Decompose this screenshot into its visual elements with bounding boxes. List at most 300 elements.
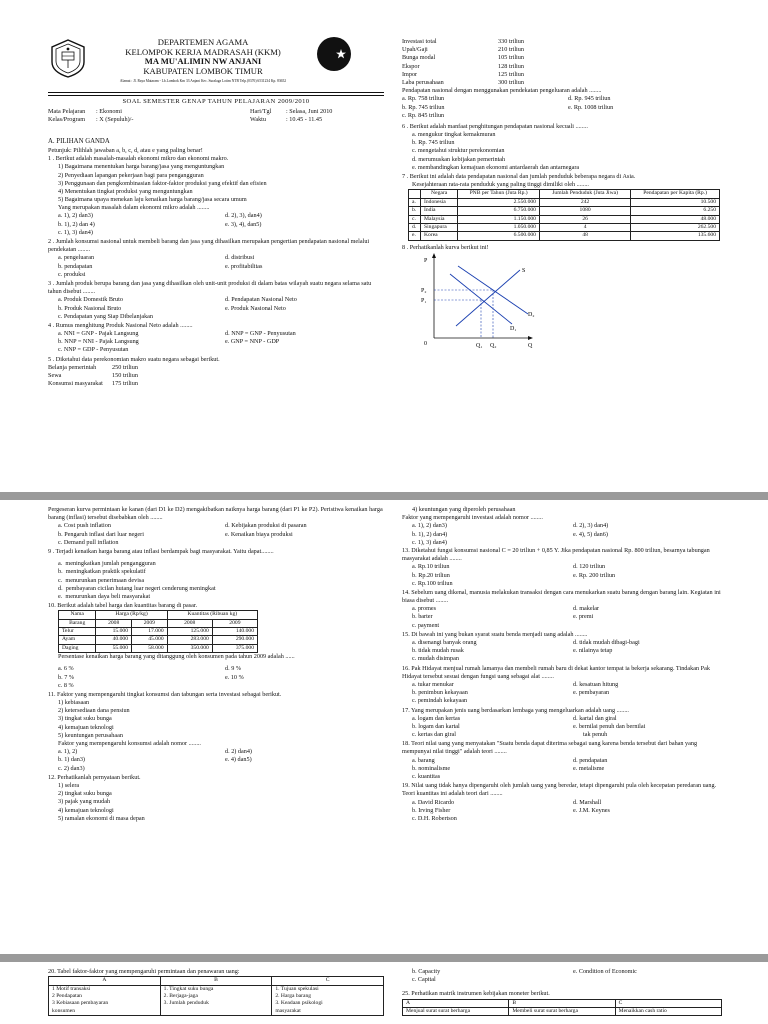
list-item: 4) kemajuan teknologi — [58, 806, 114, 814]
option-d: d. NNP = GNP - Penyusutan — [225, 330, 296, 338]
option-d: d. Kebijakan produksi di pasaran — [225, 522, 307, 530]
exam-info — [48, 108, 384, 124]
option-e: e. Kenaikan biaya produksi — [225, 530, 293, 538]
question-text: 4 . Rumus menghitung Produk Nasional Neto adalah ........ — [48, 321, 193, 329]
option-b: b. 7 % — [58, 673, 74, 681]
table-cell: 17.000 — [132, 628, 168, 636]
option-d: d. kartal dan giral — [573, 714, 617, 722]
option-d: d. 120 triliun — [573, 563, 606, 571]
table-header: Negara — [421, 190, 458, 198]
list-item: 2) ketersediaan dana pensiun — [58, 707, 130, 715]
question-text: 2 . Jumlah konsumsi nasional untuk membeli barang dan jasa yang dihasilkan merupakan pengertian pendapatan nasional melalui pendekatan ........ — [48, 238, 370, 254]
option-a: a. 1), 2) — [58, 748, 78, 756]
question-stem: Persentase kenaikan harga barang yang ditanggung oleh konsumen pada tahun 2009 adalah ...... — [58, 653, 295, 661]
page3-right-column — [402, 968, 726, 1016]
list-item: 5) Bagaimana upaya menekan laju kenaikan harga barang/jasa secara umum — [58, 196, 247, 204]
time-value: : 10.45 - 11.45 — [286, 116, 323, 124]
option-e: e. profitabilitas — [225, 262, 263, 270]
page2-left-column — [48, 506, 384, 824]
list-item: a. meningkatkan jumlah pengangguran — [58, 560, 156, 568]
data-label: Ekspor — [402, 62, 420, 70]
data-value: 105 triliun — [498, 54, 524, 62]
option-b: b. pendapatan — [58, 262, 93, 270]
school-address: Alamat : Jl. Raya Mataram - Lb.Lombok Km 33 Anjani Kec. Suralaga Lotim NTB Telp.(0376) 6531234 Kp. 83652 — [119, 78, 287, 83]
table-header: B — [160, 977, 272, 985]
question-5 — [48, 356, 384, 389]
option-c: c. produksi — [58, 270, 86, 278]
option-a: a. Rp.10 triliun — [412, 563, 450, 571]
option-b: b. barter — [412, 613, 433, 621]
header-rule — [48, 92, 384, 93]
option-e: e. 3), 4), dan5) — [225, 220, 262, 228]
table-cell: b. — [409, 207, 421, 215]
option-e: e. 10 % — [225, 673, 244, 681]
option-c: c. Capital — [412, 976, 436, 984]
table-cell: 135.600 — [631, 232, 720, 240]
option-d: d. makelar — [573, 605, 600, 613]
table-header: 2009 — [132, 619, 168, 627]
question-stem: Faktor yang mempengaruhi konsumsi adalah nomor ........ — [58, 740, 201, 747]
list-item: 1) selera — [58, 781, 80, 789]
option-d: d. Rp. 945 triliun — [568, 95, 611, 103]
question-text: 19. Nilai uang tidak hanya dipengaruhi oleh jumlah uang yang beredar, tetapi dipengaruhi pula oleh kecepatan peredaran uang. Teori kuantitas ini adalah teori dari ........ — [402, 782, 717, 798]
school-header — [92, 38, 314, 83]
money-factor-table — [48, 976, 384, 1016]
question-text: 5 . Diketahui data perekonomian makro suatu negara sebagai berikut. — [48, 355, 220, 363]
page-gap — [0, 492, 768, 500]
question-8 — [402, 244, 726, 355]
question-14 — [402, 589, 726, 630]
option-a: a. Cost push inflation — [58, 522, 111, 530]
list-item: 5) ramalan ekonomi di masa depan — [58, 814, 145, 822]
data-label: Bunga modal — [402, 54, 436, 62]
option-e: e. Condition of Economic — [573, 968, 637, 975]
table-cell: 1.150.000 — [458, 215, 540, 223]
question-16 — [402, 665, 726, 706]
question-10 — [48, 602, 384, 690]
label-p1: P₁ — [421, 297, 427, 304]
data-value: 150 triliun — [112, 372, 138, 380]
exam-title: SOAL SEMESTER GENAP TAHUN PELAJARAN 2009/2010 — [122, 98, 310, 105]
option-a: a. pengeluaran — [58, 254, 95, 262]
question-text: Pergeseran kurva permintaan ke kanan (dari D1 ke D2) mengakibatkan naiknya harga barang (dari P1 ke P2). Peristiwa kenaikan harga barang (inflasi) tersebut disebabkan oleh ........ — [48, 506, 383, 522]
list-item: 1) kebiasaan — [58, 699, 90, 707]
table-cell: Menaikkan cash ratio — [615, 1007, 721, 1015]
option-c: c. NNP = GDP - Penyusutan — [58, 346, 129, 354]
day-label: Hari/Tgl — [250, 108, 272, 115]
data-label: Belanja pemerintah — [48, 363, 97, 371]
table-header: B — [509, 999, 615, 1007]
option-e: e. bernilai penuh dan bernilai — [573, 722, 646, 730]
table-header: Barang — [59, 619, 96, 627]
option-c: c. Rp. 845 triliun — [402, 111, 445, 119]
option-c: c. 1), 3) dan4) — [412, 538, 447, 546]
question-8-continued — [48, 506, 384, 547]
option-d: d. 9 % — [225, 665, 241, 673]
list-item: d. pembayaran cicilan hutang luar negeri cenderung meningkat — [58, 584, 216, 592]
org-line-2: KELOMPOK KERJA MADRASAH (KKM) — [125, 46, 281, 57]
label-q: Q — [528, 342, 533, 349]
table-cell: India — [421, 207, 458, 215]
option-c: c. Demand pull inflation — [58, 538, 119, 546]
option-b: b. 1), 2) dan 4) — [58, 220, 95, 228]
option-e: e. premi — [573, 613, 594, 621]
option-b: b. Irving Fisher — [412, 806, 451, 814]
option-c: c. pemindah kekayaan — [412, 697, 468, 705]
table-header: C — [272, 977, 384, 985]
table-cell: 2.550.000 — [458, 198, 540, 206]
option-c: c. kertas dan giral — [412, 731, 456, 739]
table-row — [409, 215, 720, 223]
table-cell: 48.000 — [631, 215, 720, 223]
option-b: b. logam dan kartal — [412, 722, 460, 730]
option-a: a. 1), 2) dan3) — [58, 212, 93, 220]
table-cell: 10.500 — [631, 198, 720, 206]
list-item: 2) tingkat suku bunga — [58, 790, 112, 798]
table-cell: Daging — [59, 644, 96, 652]
question-2 — [48, 238, 384, 279]
option-d: d. tidak mudah dibagi-bagi — [573, 639, 640, 646]
option-c: c. 2) dan3) — [58, 764, 85, 772]
question-11 — [48, 691, 384, 773]
monetary-policy-table — [402, 999, 722, 1017]
option-a: a. Rp. 758 triliun — [402, 95, 445, 103]
table-cell: 1. Tujuan spekulasi 2. Harga barang 3. Keadaan psikologi masyarakat — [272, 985, 384, 1016]
list-item: c. menurunkan penerimaan devisa — [58, 576, 145, 584]
table-cell: 6.750.000 — [458, 207, 540, 215]
table-cell: Ayam — [59, 636, 96, 644]
option-a: a. disenangi banyak orang — [412, 639, 477, 646]
list-item: 4) keuntungan yang diperoleh perusahaan — [412, 506, 516, 513]
option-a: a. promes — [412, 605, 437, 613]
gdp-table — [408, 189, 720, 240]
option-a: a. tukar menukar — [412, 680, 454, 688]
page2-right-column — [402, 506, 726, 824]
time-label: Waktu — [250, 116, 266, 124]
option-a: a. Produk Domestik Bruto — [58, 296, 123, 304]
option-a: a. 1), 2) dan3) — [412, 522, 447, 530]
table-header: A — [403, 999, 509, 1007]
question-19 — [402, 782, 726, 823]
demand-shift-graph — [410, 252, 560, 352]
option-e: e. pembayaran — [573, 689, 610, 697]
option-c: c. Rp.100 triliun — [412, 579, 453, 587]
table-header: Nama — [59, 611, 96, 619]
table-cell: 26 — [539, 215, 630, 223]
table-row — [409, 223, 720, 231]
question-text: 13. Diketahui fungsi konsumsi nasional C = 20 triliun + 0,85 Y. Jika pendapatan nasional Rp. 800 triliun, besarnya tabungan masyarakat adalah ........ — [402, 546, 710, 563]
question-text: 8 . Perhatikanlah kurva berikut ini! — [402, 243, 489, 251]
option-a: a. NNI = GNP - Pajak Langsung — [58, 330, 139, 338]
org-line-3: MA MU'ALIMIN NW ANJANI — [144, 56, 262, 67]
table-cell: 4 — [539, 223, 630, 231]
page-2 — [0, 500, 768, 954]
list-item: 1) Bagaimana menentukan harga barang/jasa yang menguntungkan — [58, 163, 225, 171]
option-e: e. GNP = NNP - GDP — [225, 338, 280, 346]
option-b: b. Pengaruh inflasi dari luar negeri — [58, 530, 144, 538]
table-cell: a. — [409, 198, 421, 206]
table-row — [403, 1007, 722, 1015]
class-label: Kelas/Program — [48, 116, 86, 124]
page3-left-column — [48, 968, 384, 1016]
table-cell: 140.000 — [212, 628, 257, 636]
option-b: b. nominalisme — [412, 764, 451, 772]
data-label: Laba perusahaan — [402, 78, 444, 86]
table-cell: 262.500 — [631, 223, 720, 231]
data-label: Impor — [402, 70, 418, 78]
table-row — [409, 207, 720, 215]
table-cell: 350.000 — [167, 644, 212, 652]
price-axis-arrow — [432, 253, 436, 258]
question-1 — [48, 155, 384, 237]
question-17 — [402, 707, 726, 740]
table-row — [409, 198, 720, 206]
data-label: Sewa — [48, 372, 62, 380]
question-text: 1 . Berikut adalah masalah-masalah ekonomi mikro dan ekonomi makro. — [48, 155, 229, 163]
option-c: c. 8 % — [58, 681, 74, 689]
question-stem: Yang merupakan masalah dalam ekonomi mikro adalah ........ — [58, 204, 210, 212]
option-d: d. 2), 3) dan4) — [573, 522, 609, 530]
option-b: b. 1), 2) dan4) — [412, 530, 448, 538]
section-a-title: A. PILIHAN GANDA — [48, 138, 110, 145]
option-e: e. metalisme — [573, 764, 605, 772]
table-header — [409, 190, 421, 198]
table-cell: Membeli surat surat berharga — [509, 1007, 615, 1015]
label-s: S — [522, 267, 526, 274]
question-12 — [48, 774, 384, 823]
option-e: e. J.M. Keynes — [573, 806, 610, 814]
data-value: 300 triliun — [498, 78, 524, 86]
page1-right-column — [402, 38, 726, 356]
table-cell: d. — [409, 223, 421, 231]
data-value: 175 triliun — [112, 380, 138, 388]
question-text: 3 . Jumlah produk berupa barang dan jasa yang dihasilkan oleh unit-unit produksi di dalam batas wilayah suatu negara selama satu tahun disebut ........ — [48, 279, 372, 296]
data-value: 128 triliun — [498, 62, 524, 70]
table-row — [409, 232, 720, 240]
question-stem: Faktor yang mempengaruhi investasi adalah nomor ........ — [402, 514, 543, 522]
table-header: 2008 — [96, 619, 132, 627]
table-cell: 55.000 — [96, 644, 132, 652]
table-cell: e. — [409, 232, 421, 240]
table-cell: 1. Tingkat suku bunga 2. Berjaga-jaga 3. Jumlah penduduk — [160, 985, 272, 1016]
table-header: Jumlah Penduduk (Juta Jiwa) — [539, 190, 630, 198]
table-row — [59, 644, 258, 652]
question-3 — [48, 280, 384, 321]
table-cell: Singapura — [421, 223, 458, 231]
table-cell: Korea — [421, 232, 458, 240]
price-table — [58, 610, 258, 653]
data-label: Investasi total — [402, 38, 437, 45]
question-4 — [48, 322, 384, 355]
question-stem: Pendapatan nasional dengan menggunakan pendekatan pengeluaran adalah ........ — [402, 87, 602, 95]
table-cell: Indonesia — [421, 198, 458, 206]
label-d1: D₁ — [510, 325, 517, 332]
quantity-axis-arrow — [528, 336, 533, 340]
org-line-4: KABUPATEN LOMBOK TIMUR — [143, 65, 263, 76]
option-e: e. 4), 5) dan6) — [573, 530, 608, 538]
table-cell: 40.000 — [96, 636, 132, 644]
data-value: 125 triliun — [498, 70, 524, 78]
question-18 — [402, 740, 726, 781]
table-header: Kuantitas (Ribuan kg) — [167, 611, 257, 619]
data-value: 330 triliun — [498, 38, 524, 45]
question-text: 17. Yang merupakan jenis uang berdasarkan lembaga yang mengeluarkan adalah uang ........ — [402, 706, 629, 714]
label-origin: 0 — [424, 340, 427, 347]
option-d: d. 2), 3), dan4) — [225, 212, 262, 220]
option-d: d. pendapatan — [573, 756, 608, 764]
data-value: 250 triliun — [112, 363, 138, 371]
option-a: a. David Ricardo — [412, 798, 455, 806]
question-text: 6 . Berikut adalah manfaat penghitungan pendapatan nasional kecuali ........ — [402, 122, 588, 130]
table-header: Pendapatan per Kapita (Rp.) — [631, 190, 720, 198]
option-e-continued: tak penuh — [583, 731, 608, 739]
option-b: b. penimbun kekayaan — [412, 689, 468, 697]
question-6 — [402, 123, 726, 172]
subject-value: : Ekonomi — [96, 108, 122, 115]
header-rule-thin — [48, 95, 384, 96]
list-item: 3) pajak yang mudah — [58, 798, 111, 806]
table-cell: 242 — [539, 198, 630, 206]
table-cell: 58.000 — [132, 644, 168, 652]
label-q1: Q₁ — [476, 342, 483, 349]
instructions: Petunjuk: Pilihlah jawaban a, b, c, d, atau e yang paling benar! — [48, 146, 203, 154]
option-d: d. Marshall — [573, 798, 602, 806]
class-value: : X (Sepuluh)/- — [96, 116, 134, 124]
table-cell: 1080 — [539, 207, 630, 215]
table-row — [59, 628, 258, 636]
option-d: d. kesatuan hitung — [573, 680, 619, 688]
kemenag-logo — [48, 38, 88, 78]
option-d: d. distribusi — [225, 254, 255, 262]
nw-logo — [316, 36, 352, 72]
page-3 — [0, 962, 768, 1024]
question-text: 14. Sebelum uang dikenal, manusia melakukan transaksi dengan cara menukarkan suatu barang dengan barang lain. Kegiatan ini biasa disebut ........ — [402, 588, 721, 605]
page-gap — [0, 954, 768, 962]
table-row — [49, 985, 384, 1016]
table-cell: 48 — [539, 232, 630, 240]
table-cell: 375.000 — [212, 644, 257, 652]
option-b: b. NNP = NNI - Pajak Langsung — [58, 338, 139, 346]
table-header: A — [49, 977, 161, 985]
table-row — [59, 636, 258, 644]
question-text: 20. Tabel faktor-faktor yang mempengaruhi permintaan dan penawaran uang: — [48, 968, 240, 975]
table-cell: 1 Motif transaksi 2 Pendapatan 3 Kebiasaan pembayaran konsumen — [49, 985, 161, 1016]
question-text: 15. Di bawah ini yang bukan syarat suatu benda menjadi uang adalah ........ — [402, 630, 588, 638]
question-text: 7 . Berikut ini adalah data pendapatan nasional dan jumlah penduduk beberapa negara di Asia. — [402, 173, 636, 180]
question-9 — [48, 548, 384, 601]
option-c: c. Pendapatan yang Siap Dibelanjakan — [58, 312, 154, 320]
option-e: e. Rp. 200 triliun — [573, 571, 616, 579]
table-cell: 125.000 — [167, 628, 212, 636]
table-header: PNB per Tahun (Juta Rp.) — [458, 190, 540, 198]
table-cell: 1.050.000 — [458, 223, 540, 231]
option-b: b. tidak mudah rusak — [412, 647, 464, 655]
list-item: 2) Penyediaan lapangan pekerjaan bagi para pengangguran — [58, 171, 204, 179]
question-text: 18. Teori nilai uang yang menyatakan "Suatu benda dapat diterima sebagai uang karena benda tersebut dari bahan yang mempunyai nilai tinggi" adalah teori ........ — [402, 740, 698, 756]
option-e: e. 4) dan5) — [225, 756, 252, 764]
table-cell: 45.000 — [132, 636, 168, 644]
list-item: e. menurunkan daya beli masyarakat — [58, 592, 151, 600]
table-cell: 15.000 — [96, 628, 132, 636]
table-header: 2008 — [167, 619, 212, 627]
option-c: c. 1), 3) dan4) — [58, 228, 93, 236]
label-q2: Q₂ — [490, 342, 497, 349]
table-cell: c. — [409, 215, 421, 223]
question-text: 25. Perhatikan matrik instrumen kebijakan moneter berikut. — [402, 990, 550, 998]
option-b: b. Rp. 745 triliun — [412, 139, 455, 147]
option-b: b. Produk Nasional Bruto — [58, 304, 122, 312]
option-c: c. D.H. Robertson — [412, 814, 457, 822]
day-value: : Selasa, Juni 2010 — [286, 108, 333, 115]
option-a: a. 6 % — [58, 665, 74, 673]
question-text: 12. Perhatikanlah pernyataan berikut. — [48, 773, 141, 781]
data-value: 210 triliun — [498, 46, 524, 54]
table-cell: 6.250 — [631, 207, 720, 215]
list-item: 3) Penggunaan dan pengkombinasian faktor-faktor produksi yang efektif dan efisien — [58, 179, 267, 187]
question-15 — [402, 631, 726, 664]
list-item: 4) kemajuan teknologi — [58, 723, 114, 731]
option-e: e. nilainya tetap — [573, 647, 613, 655]
option-b: b. Rp. 745 triliun — [402, 103, 445, 111]
table-cell: Malaysia — [421, 215, 458, 223]
table-header: Harga (Rp/kg) — [96, 611, 167, 619]
option-e: e. Rp. 1008 triliun — [568, 103, 614, 111]
option-b: b. Rp.20 triliun — [412, 571, 450, 579]
list-item: 4) Menentukan tingkat produksi yang menguntungkan — [58, 187, 193, 195]
option-a: a. mengukur tingkat kemakmuran — [412, 131, 496, 139]
option-c: c. payment — [412, 621, 440, 629]
label-p: P — [424, 257, 428, 264]
question-text: 16. Pak Hidayat menjual rumah lamanya dan membeli rumah baru di dekat kantor tempat ia bekerja sekarang. Tindakan Pak Hidayat tersebut sesuai dengan fungsi uang sebagai alat ........ — [402, 664, 710, 680]
question-13 — [402, 547, 726, 588]
option-c: c. mengetahui struktur perekonomian — [412, 147, 505, 155]
label-d2: D₂ — [528, 311, 535, 318]
list-item: 5) keuntungan perusahaan — [58, 731, 123, 739]
table-cell: 290.000 — [212, 636, 257, 644]
table-cell: 6.500.000 — [458, 232, 540, 240]
question-7 — [402, 173, 726, 241]
table-header: 2009 — [212, 619, 257, 627]
question-text: 10. Berikut adalah tabel harga dan kuantitas barang di pasar. — [48, 602, 198, 610]
option-a: a. barang — [412, 756, 435, 764]
question-stem: Kesejahteraan rata-rata penduduk yang paling tinggi dimiliki oleh ........ — [412, 181, 589, 189]
table-cell: 283.000 — [167, 636, 212, 644]
data-label: Upah/Gaji — [402, 46, 428, 54]
list-item: b. meningkatkan praktik spekulatif — [58, 568, 146, 576]
subject-label: Mata Pelajaran — [48, 108, 86, 115]
option-c: c. mudah disimpan — [412, 655, 459, 663]
question-text: 11. Faktor yang mempengaruhi tingkat konsumsi dan tabungan serta investasi sebagai berikut. — [48, 690, 282, 698]
table-cell: Telur — [59, 628, 96, 636]
option-c: c. kuantitas — [412, 773, 441, 780]
option-d: d. merumuskan kebijakan pemerintah — [412, 155, 506, 163]
option-d: d. 2) dan4) — [225, 748, 252, 756]
supply-curve — [456, 270, 520, 326]
option-e: e. Produk Nasional Neto — [225, 304, 286, 312]
page-1 — [0, 0, 768, 492]
option-d: d. Pendapatan Nasional Neto — [225, 296, 297, 304]
data-label: Konsumsi masyarakat — [48, 380, 103, 388]
table-header: C — [615, 999, 721, 1007]
option-b: b. 1) dan3) — [58, 756, 85, 764]
option-b: b. Capacity — [412, 968, 441, 975]
page1-left-column — [48, 138, 384, 389]
question-text: 9 . Terjadi kenaikan harga barang atau inflasi berdampak bagi masyarakat. Yaitu dapat........ — [48, 547, 274, 555]
table-cell: Menjual surat surat berharga — [403, 1007, 509, 1015]
org-line-1: DEPARTEMEN AGAMA — [157, 37, 249, 47]
option-e: e. membandingkan kemajuan ekonomi antardaerah dan antarnegara — [412, 163, 580, 171]
list-item: 3) tingkat suku bunga — [58, 715, 112, 723]
